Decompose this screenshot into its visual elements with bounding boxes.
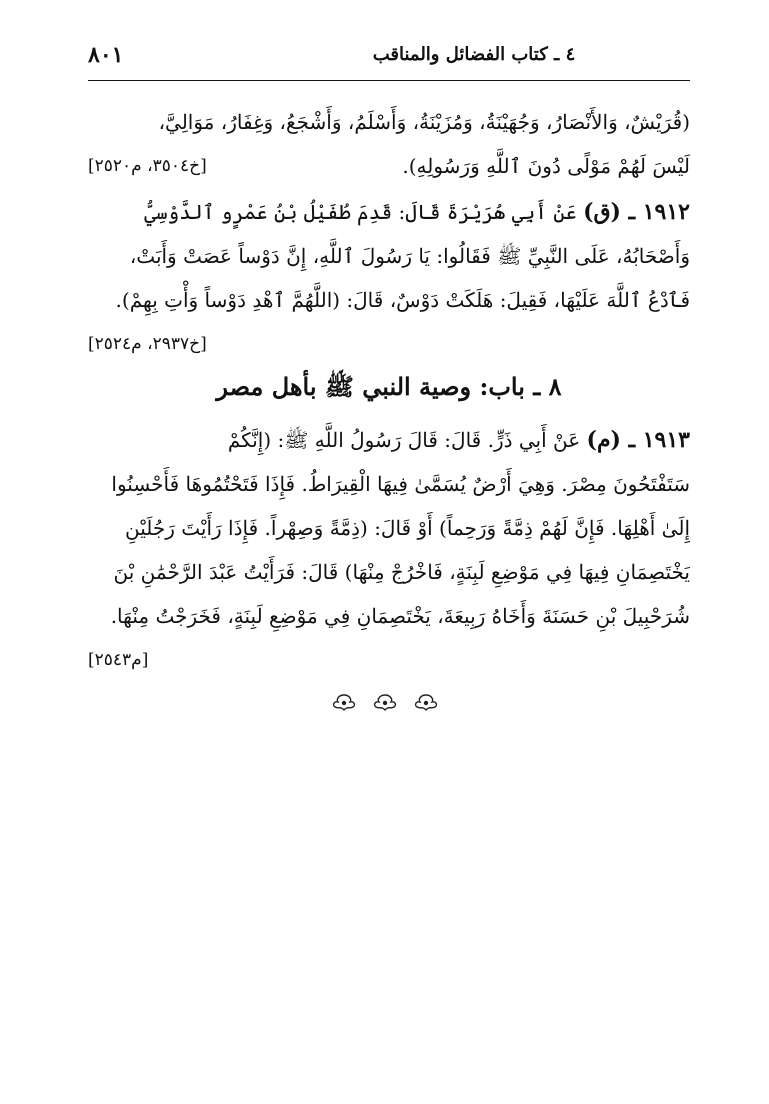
text-line: وَأَصْحَابُهُ، عَلَى النَّبِيِّ ﷺ فَقَالُوا: يَا رَسُولَ ٱللَّهِ، إِنَّ دَوْساً عَصَتْ وَأَبَتْ، — [129, 244, 690, 268]
running-title: ٤ ـ كتاب الفضائل والمناقب — [372, 44, 576, 65]
text-line-with-reference — [88, 144, 690, 184]
text-line — [88, 190, 690, 234]
hadith-text: عَنْ أَبِي هُرَيْرَةَ قَالَ: قَدِمَ طُفَيْلُ بْنُ عَمْرٍو ٱلدَّوْسِيُّ — [144, 200, 577, 224]
hadith-1911-continuation — [88, 100, 690, 184]
text-line: فَٱدْعُ ٱللَّهَ عَلَيْهَا، فَقِيلَ: هَلَكَتْ دَوْسٌ، قَالَ: (اللَّهُمَّ ٱهْدِ دَوْساً وَأْتِ بِهِمْ). — [115, 288, 690, 312]
hadith-number: ١٩١٢ ـ (ق) — [583, 199, 690, 225]
floral-ornament-icon — [412, 692, 440, 714]
reference-line — [88, 322, 690, 362]
text-line — [88, 418, 690, 462]
reference-line — [88, 638, 690, 678]
floral-ornament-icon — [371, 692, 399, 714]
text-line: (قُرَيْشٌ، وَالأَنْصَارُ، وَجُهَيْنَةُ، وَمُزَيْنَةُ، وَأَسْلَمُ، وَأَشْجَعُ، وَغِفَارُ، مَوَالِيَّ، — [158, 110, 690, 134]
text-line: يَخْتَصِمَانِ فِيهَا فِي مَوْضِعِ لَبِنَةٍ، فَاخْرُجْ مِنْهَا) قَالَ: فَرَأَيْتُ عَبْدَ الرَّحْمَٰنِ بْنَ — [113, 560, 690, 584]
text-line: سَتَفْتَحُونَ مِصْرَ. وَهِيَ أَرْضٌ يُسَمَّىٰ فِيهَا الْقِيرَاطُ. فَإِذَا فَتَحْتُمُوهَا فَأَحْسِنُوا — [111, 472, 690, 496]
section-end-ornament — [330, 690, 440, 716]
chapter-title: ٨ ـ باب: وصية النبي ﷺ بأهل مصر — [216, 372, 562, 401]
page-number: ٨٠١ — [88, 42, 124, 68]
text-line: شُرَحْبِيلَ بْنِ حَسَنَةَ وَأَخَاهُ رَبِيعَةَ، يَخْتَصِمَانِ فِي مَوْضِعِ لَبِنَةٍ، فَخَرَجْتُ مِنْهَا. — [110, 604, 690, 628]
text-line: إِلَىٰ أَهْلِهَا. فَإِنَّ لَهُمْ ذِمَّةً وَرَحِماً) أَوْ قَالَ: (ذِمَّةً وَصِهْراً. فَإِذَا رَأَيْتَ رَجُلَيْنِ — [125, 516, 690, 540]
text-line: لَيْسَ لَهُمْ مَوْلًى دُونَ ٱللَّهِ وَرَسُولِهِ). — [402, 154, 690, 178]
hadith-1913 — [88, 418, 690, 678]
hadith-number: ١٩١٣ ـ (م) — [586, 427, 690, 453]
hadith-text: عَنْ أَبِي ذَرٍّ. قَالَ: قَالَ رَسُولُ اللَّهِ ﷺ: (إِنَّكُمْ — [227, 428, 581, 452]
page-header — [88, 40, 690, 81]
source-reference: [خ٣٥٠٤، م٢٥٢٠] — [88, 156, 207, 176]
floral-ornament-icon — [330, 692, 358, 714]
hadith-1912 — [88, 190, 690, 362]
source-reference: [م٢٥٤٣] — [88, 650, 149, 670]
source-reference: [خ٢٩٣٧، م٢٥٢٤] — [88, 334, 207, 354]
